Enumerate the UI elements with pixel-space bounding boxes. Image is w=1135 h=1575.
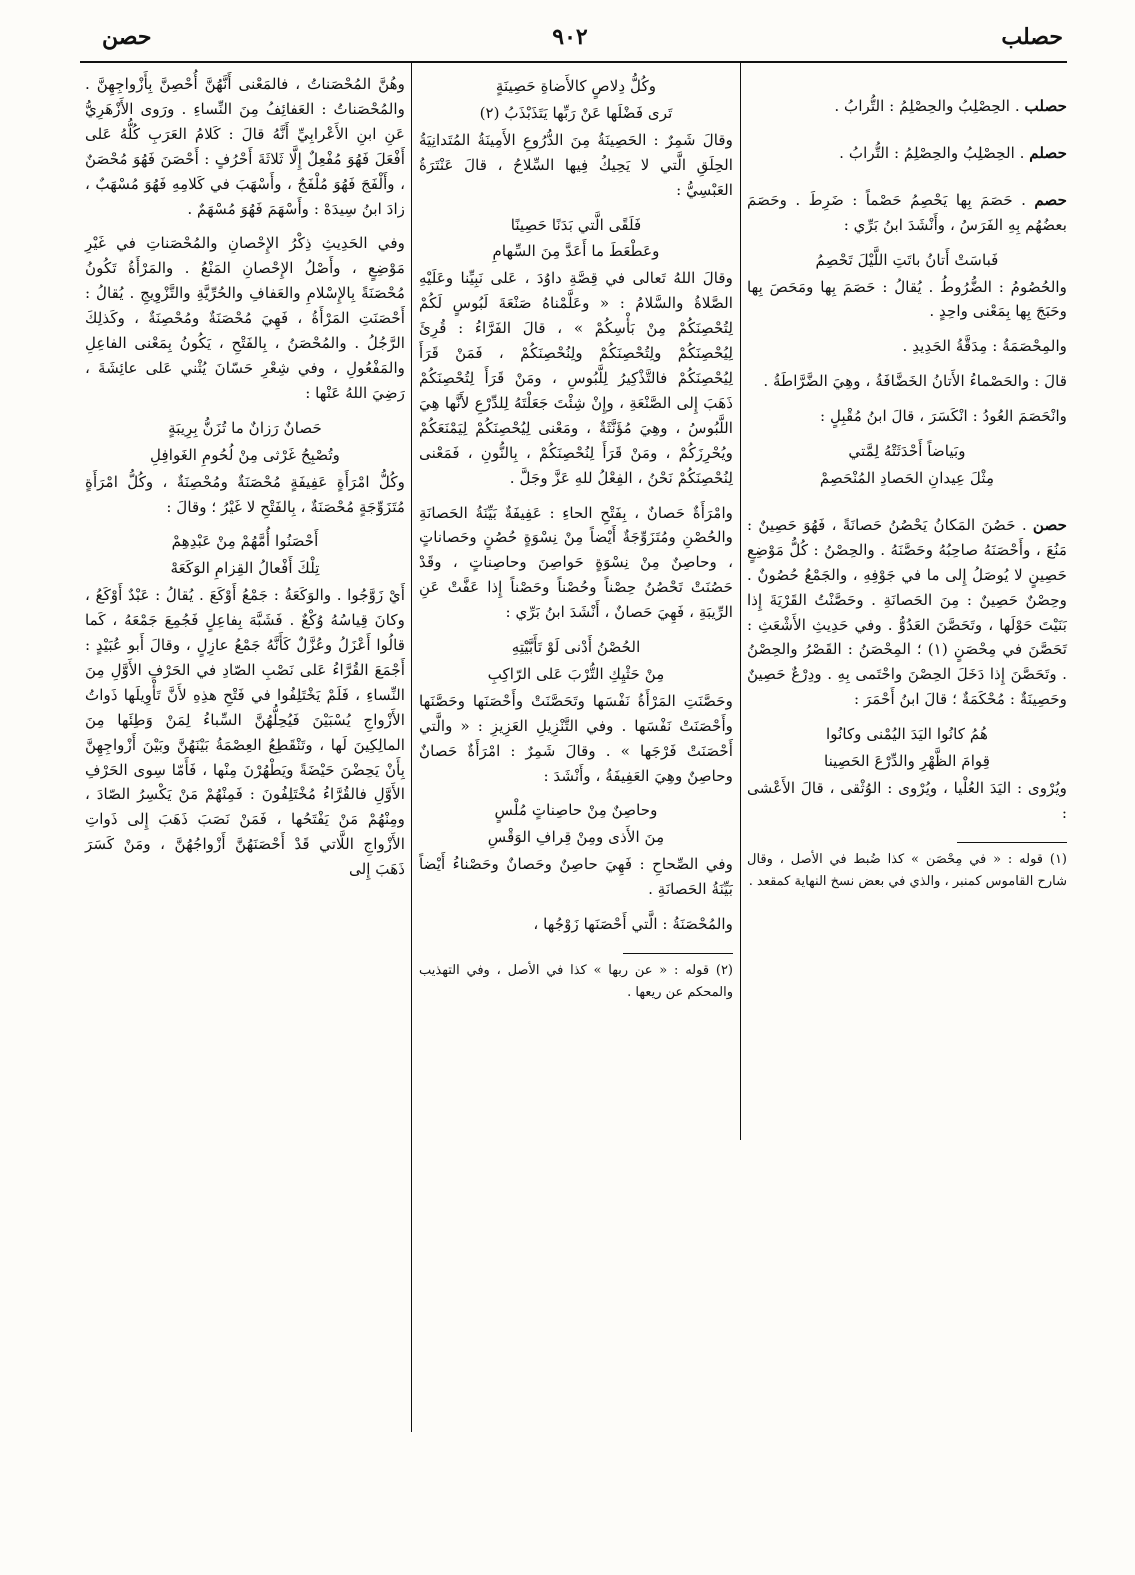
header-rule [80, 61, 1067, 63]
verse-line: فَباسَتْ أَتانُ باتَتِ اللَّيْلَ تَحْصِمُ [815, 250, 999, 269]
verse-line: أَحْصَنُوا أُمَّهُمْ مِنْ عَبْدِهِمْ [171, 532, 319, 551]
entry-text: أَيْ زَوَّجُوا . والوَكَعَةُ : جَمْعُ أَوْكَعَ . يُقالُ : عَبْدٌ أَوْكَعُ ، وكانَ قِياسُهُ وُكْعٌ . فَشَبَّهَ بِفاعِلٍ فَجُمِعَ جَمْعَهُ ، كَما قالُوا أَعْزَلُ وعُزَّلٌ كَأَنَّهُ جَمْعُ عازِلٍ ، وقالَ أَبو عُبَيْدٍ : أَجْمَعَ القُرَّاءُ عَلى نَصْبِ الصّادِ في الحَرْفِ الأَوَّلِ مِنَ النِّساءِ ، فَلَمْ يَخْتَلِفُوا في فَتْحِ هذِهِ لأَنَّ تَأْوِيلَها ذَواتُ الأَزْواجِ يُسْبَيْنَ فَيُحِلُّهُنَّ السِّباءُ لِمَنْ وَطِئَها مِنَ المالِكِينَ لَها ، وتَنْقَطِعُ العِصْمَةُ بَيْنَهُنَّ وبَيْنَ أَزْواجِهِنَّ بِأَنْ يَحِضْنَ حَيْضَةً ويَطْهُرْنَ مِنْها ، فَأَمّا سِوى الحَرْفِ الأَوَّلِ فالقُرَّاءُ مُخْتَلِفُونَ : فَمِنْهُمْ مَنْ يَكْسِرُ الصّادَ ، ومِنْهُمْ مَنْ يَفْتَحُها ، فَمَنْ نَصَبَ ذَهَبَ إِلى ذَواتِ الأَزْواجِ اللَّاتي قَدْ أَحْصَنَهُنَّ أَزْواجُهُنَّ ، ومَنْ كَسَرَ ذَهَبَ إِلى [85, 586, 405, 879]
headword: حصلب [1024, 97, 1067, 115]
footnote-rule [957, 842, 1067, 843]
column-middle [419, 72, 733, 1004]
entry-text: حَصُنَ المَكانُ يَحْصُنُ حَصانَةً ، فَهُوَ حَصِينٌ : مَنُعَ ، وأَحْصَنَهُ صاحِبُهُ وحَصَّنَهُ . والحِصْنُ : كُلُّ مَوْضِعٍ حَصِينٍ لا يُوصَلُ إِلى ما في جَوْفِهِ ، والجَمْعُ حُصُونٌ . وحِصْنٌ حَصِينٌ : مِنَ الحَصانَةِ . وحَصَّنْتُ القَرْيَةَ إِذا بَنَيْتَ حَوْلَها ، وتَحَصَّنَ العَدُوُّ . وفي حَدِيثِ الأَشْعَثِ : تَحَصَّنَ في مِحْصَنٍ (١) ؛ المِحْصَنُ : القَصْرُ والحِصْنُ . وتَحَصَّنَ إِذا دَخَلَ الحِصْنَ واحْتَمى بِهِ . ودِرْعٌ حَصِينٌ وحَصِينَةٌ : مُحْكَمَةٌ ؛ قالَ ابنُ أَحْمَرَ : [747, 515, 1067, 709]
entry-paragraph [85, 470, 405, 520]
verse-line: وتُصْبِحُ غَرْثى مِنْ لُحُومِ الغَوافِلِ [149, 445, 340, 464]
entry-text: والمِحْصَمَةُ : مِدَقَّةُ الحَدِيدِ . [902, 337, 1067, 356]
entry-text: ويُرْوى : اليَدَ العُلْيا ، ويُرْوى : الوُثْقى ، قالَ الأَعْشى : [747, 778, 1067, 822]
entry-text: وحَصَّنَتِ المَرْأَةُ نَفْسَها وتَحَصَّنَتْ وأَحْصَنَها وحَصَّنَها وأَحْصَنَتْ نَفْسَها . وفي التَّنْزِيلِ العَزِيزِ : « والَّتي أَحْصَنَتْ فَرْجَها » . وقالَ شَمِرٌ : امْرَأَةٌ حَصانٌ وحاصِنٌ وهِيَ العَفِيفَةُ ، وأَنْشَدَ : [419, 691, 733, 785]
footnote: (١) قوله : « في مِحْصَن » كذا ضُبط في الأصل ، وقال شارح القاموس كمنبر ، والذي في بعض نسخ النهاية كمقعد . [747, 851, 1067, 889]
entry-paragraph [747, 776, 1067, 826]
verse-line: مِنَ الأَذى ومِنْ قِرافِ الوَقْسِ [487, 828, 665, 847]
column-left [85, 72, 405, 892]
entry-text: قالَ : والحَصْماءُ الأَتانُ الخَضَّافَةُ ، وهِيَ الضَّرَّاطَةُ . [763, 372, 1067, 391]
column-right [747, 72, 1067, 893]
headword: حصلم [1029, 143, 1067, 162]
entry-paragraph [85, 583, 405, 882]
entry-paragraph [747, 404, 1067, 429]
entry-text: وانْحَصَمَ العُودُ : انْكَسَرَ ، قالَ ابنُ مُقْبِلٍ : [820, 407, 1067, 426]
column-divider-left [411, 62, 412, 1432]
entry-text: حَصَمَ بِها يَحْصِمُ حَصْماً : ضَرِطَ . وحَصَمَ بعضُهُم بِهِ الفَرَسُ ، وأَنْشَدَ ابنُ بَرِّي : [747, 190, 1067, 234]
entry-paragraph [747, 334, 1067, 359]
verse-line: تِلْكَ أَفْعالُ القِزامِ الوَكَعَهْ [170, 559, 320, 578]
verse-line: وحاصِنٌ مِنْ حاصِناتٍ مُلْسٍ [494, 801, 658, 820]
entry-text: وهُنَّ المُحْصَناتُ ، فالمَعْنى أَنَّهُنَّ أُحْصِنَّ بِأَزْواجِهِنَّ . والمُحْصَناتُ : العَفائِفُ مِنَ النِّساءِ . ورَوى الأَزْهَرِيُّ عَنِ ابنِ الأَعْرابِيِّ أَنَّهُ قالَ : كَلامُ العَرَبِ كُلُّهُ عَلى أَفْعَلَ فَهُوَ مُفْعِلٌ إِلَّا ثَلاثَةَ أَحْرُفٍ : أَحْصَنَ فَهُوَ مُحْصَنٌ ، وأَلْفَجَ فَهُوَ مُلْفَجٌ ، وأَسْهَبَ في كَلامِهِ فَهُوَ مُسْهَبٌ ، زادَ ابنُ سِيدَهْ : وأَسْهَمَ فَهُوَ مُسْهَمٌ . [85, 75, 405, 218]
running-head-left: حصن [102, 24, 152, 50]
entry-paragraph [419, 852, 733, 902]
entry-paragraph [419, 689, 733, 789]
headword: حصم [1034, 190, 1067, 209]
verse-line: وبَياضاً أَحْدَثَتْهُ لِمَّتي [848, 442, 966, 461]
verse-line: تَرى فَضْلَها عَنْ رَبِّها يَتَذَبْذَبُ (٢) [479, 103, 673, 122]
entry-paragraph [419, 501, 733, 626]
entry-text: وفي الحَدِيثِ ذِكْرُ الإِحْصانِ والمُحْصَناتِ في غَيْرِ مَوْضِعٍ ، وأَصْلُ الإِحْصانِ المَنْعُ . والمَرْأَةُ تَكُونُ مُحْصَنَةً بِالإِسْلامِ والعَفافِ والحُرِّيَّةِ والتَّزْوِيجِ . يُقالُ : أَحْصَنَتِ المَرْأَةُ ، فَهِيَ مُحْصَنَةٌ ومُحْصِنَةٌ ، وكَذلِكَ الرَّجُلُ . والمُحْصَنُ ، بِالفَتْحِ ، يَكُونُ بِمَعْنى الفاعِلِ والمَفْعُولِ ، وفي شِعْرِ حَسّانَ يُثْني عَلى عائِشَةَ ، رَضِيَ اللهُ عَنْها : [85, 234, 405, 402]
running-head-right: حصلب [1001, 24, 1063, 50]
verse-line: مِثْلَ عِيدانِ الحَصادِ المُنْحَصِمْ [819, 468, 995, 487]
entry-paragraph [419, 266, 733, 490]
verse-line: وعَطْعَطَ ما أَعَدَّ مِنَ السِّهامِ [492, 242, 660, 261]
footnote: (٢) قوله : « عن ربها » كذا في الأصل ، وفي التهذيب والمحكم عن ريعها . [419, 963, 733, 1000]
verse-line: فَلَقًى الَّتي بَدَنًا حَصِينًا [510, 215, 642, 234]
verse-line: حَصانٌ رَزانٌ ما تُزَنُّ بِرِيبَةٍ [168, 418, 322, 437]
entry-paragraph [419, 128, 733, 203]
dictionary-entry: حصن . حَصُنَ المَكانُ يَحْصُنُ حَصانَةً ، فَهُوَ حَصِينٌ : مَنُعَ ، وأَحْصَنَهُ صاحِبُهُ وحَصَّنَهُ . والحِصْنُ : كُلُّ مَوْضِعٍ حَصِينٍ لا يُوصَلُ إِلى ما في جَوْفِهِ ، والجَمْعُ حُصُونٌ . وحِصْنٌ حَصِينٌ : مِنَ الحَصانَةِ . وحَصَّنْتُ القَرْيَةَ إِذا بَنَيْتَ حَوْلَها ، وتَحَصَّنَ العَدُوُّ . وفي حَدِيثِ الأَشْعَثِ : تَحَصَّنَ في مِحْصَنٍ (١) ؛ المِحْصَنُ : القَصْرُ والحِصْنُ . وتَحَصَّنَ إِذا دَخَلَ الحِصْنَ واحْتَمى بِهِ . ودِرْعٌ حَصِينٌ وحَصِينَةٌ : مُحْكَمَةٌ ؛ قالَ ابنُ أَحْمَرَ : [747, 515, 1068, 709]
headword: حصن [1032, 515, 1068, 534]
column-divider-right [740, 62, 741, 1140]
entry-text: وفي الصِّحاحِ : فَهِيَ حاصِنٌ وحَصانٌ وحَصْناءُ أَيْضاً بَيِّنَةُ الحَصانَةِ . [419, 855, 733, 899]
entry-text: وقالَ شَمِرٌ : الحَصِينَةُ مِنَ الدُّرُوعِ الأَمِينَةُ المُتَدانِيَةُ الحِلَقِ الَّتي لا يَحِيكُ فِيها السِّلاحُ ، قالَ عَنْتَرَةُ العَبْسِيُّ : [419, 130, 733, 199]
entry-text: والحُصُومُ : الضُّرُوطُ . يُقالُ : حَصَمَ بِها ومَحَصَ بِها وحَبَجَ بِها بِمَعْنى واحِدٍ . [747, 277, 1067, 321]
verse-line: الحُصْنُ أَدْنى لَوْ تَأَبَّيْتِهِ [511, 638, 641, 657]
entry-paragraph [85, 231, 405, 405]
verse-line: قِوامَ الظَّهْرِ والدِّرْعَ الحَصِينا [823, 752, 991, 771]
page-number: ٩٠٢ [552, 24, 588, 50]
entry-paragraph [747, 275, 1067, 325]
footnote-rule [623, 953, 733, 954]
entry-text: والمُحْصَنَةُ : الَّتي أَحْصَنَها زَوْجُها ، [533, 915, 733, 934]
entry-text: وقالَ اللهُ تَعالى في قِصَّةِ داوُدَ ، عَلى نَبِيِّنا وعَلَيْهِ الصَّلاةُ والسَّلامُ : « وعَلَّمْناهُ صَنْعَةَ لَبُوسٍ لَكُمْ لِتُحْصِنَكُمْ مِنْ بَأْسِكُمْ » ، قالَ الفَرَّاءُ : قُرِئَ لِيُحْصِنَكُمْ ولِتُحْصِنَكُمْ ولِنُحْصِنَكُمْ ، فَمَنْ قَرَأَ لِيُحْصِنَكُمْ فالتَّذْكِيرُ لِلَّبُوسِ ، ومَنْ قَرَأَ لِتُحْصِنَكُمْ ذَهَبَ إِلى الصَّنْعَةِ ، وإِنْ شِئْتَ جَعَلْتَهُ لِلدِّرْعِ لأَنَّها هِيَ اللَّبُوسُ ، وهِيَ مُؤَنَّثَةٌ ، ومَعْنى لِيُحْصِنَكُمْ لِيَمْنَعَكُمْ ويُحْرِزَكُمْ ، ومَنْ قَرَأَ لِنُحْصِنَكُمْ ، بِالنُّونِ ، فَمَعْنى لِنُحْصِنَكُمْ نَحْنُ ، الفِعْلُ للهِ عَزَّ وجَلَّ . [419, 269, 733, 487]
verse-line: هُمُ كانُوا اليَدَ اليُمْنى وكانُوا [826, 725, 988, 744]
entry-paragraph [85, 72, 405, 221]
entry-text: وكُلُّ امْرَأَةٍ عَفِيفَةٍ مُحْصَنَةٌ ومُحْصِنَةٌ ، وكُلُّ امْرَأَةٍ مُتَزَوِّجَةٍ مُحْصَنَةٌ ، بِالفَتْحِ لا غَيْرُ ؛ وقالَ : [85, 472, 405, 516]
dictionary-entry: حصلب . الحِصْلِبُ والحِصْلِمُ : التُّرابُ . [834, 97, 1067, 115]
entry-text: الحِصْلِبُ والحِصْلِمُ : التُّرابُ . [834, 97, 1011, 115]
entry-text: الحِصْلِبُ والحِصْلِمُ : التُّرابُ . [839, 143, 1015, 162]
verse-line: وكُلُّ دِلاصٍ كالأَضاةِ حَصِينَةٍ [495, 77, 657, 95]
verse-line: مِنْ حَثْيِكِ التُّرْبَ عَلى الرّاكِبِ [487, 664, 665, 683]
dictionary-entry: حصلم . الحِصْلِبُ والحِصْلِمُ : التُّرابُ . [839, 143, 1067, 162]
entry-paragraph [747, 369, 1067, 394]
entry-text: وامْرَأَةٌ حَصانٌ ، بِفَتْحِ الحاءِ : عَفِيفَةٌ بَيِّنَةُ الحَصانَةِ والحُصْنِ ومُتَزَوِّجَةٌ أَيْضاً مِنْ نِسْوَةٍ حُصُنٍ وحَصاناتٍ ، وحاصِنٌ مِنْ نِسْوَةٍ حَواصِنَ وحاصِناتٍ ، وقَدْ حَصُنَتْ تَحْصُنُ حِصْناً وحُصْناً وحَصْناً إِذا عَفَّتْ عَنِ الرِّيبَةِ ، فَهِيَ حَصانٌ ، أَنْشَدَ ابنُ بَرِّي : [419, 503, 733, 622]
entry-paragraph [419, 912, 733, 937]
dictionary-entry: حصم . حَصَمَ بِها يَحْصِمُ حَصْماً : ضَرِطَ . وحَصَمَ بعضُهُم بِهِ الفَرَسُ ، وأَنْشَدَ ابنُ بَرِّي : [747, 190, 1067, 234]
